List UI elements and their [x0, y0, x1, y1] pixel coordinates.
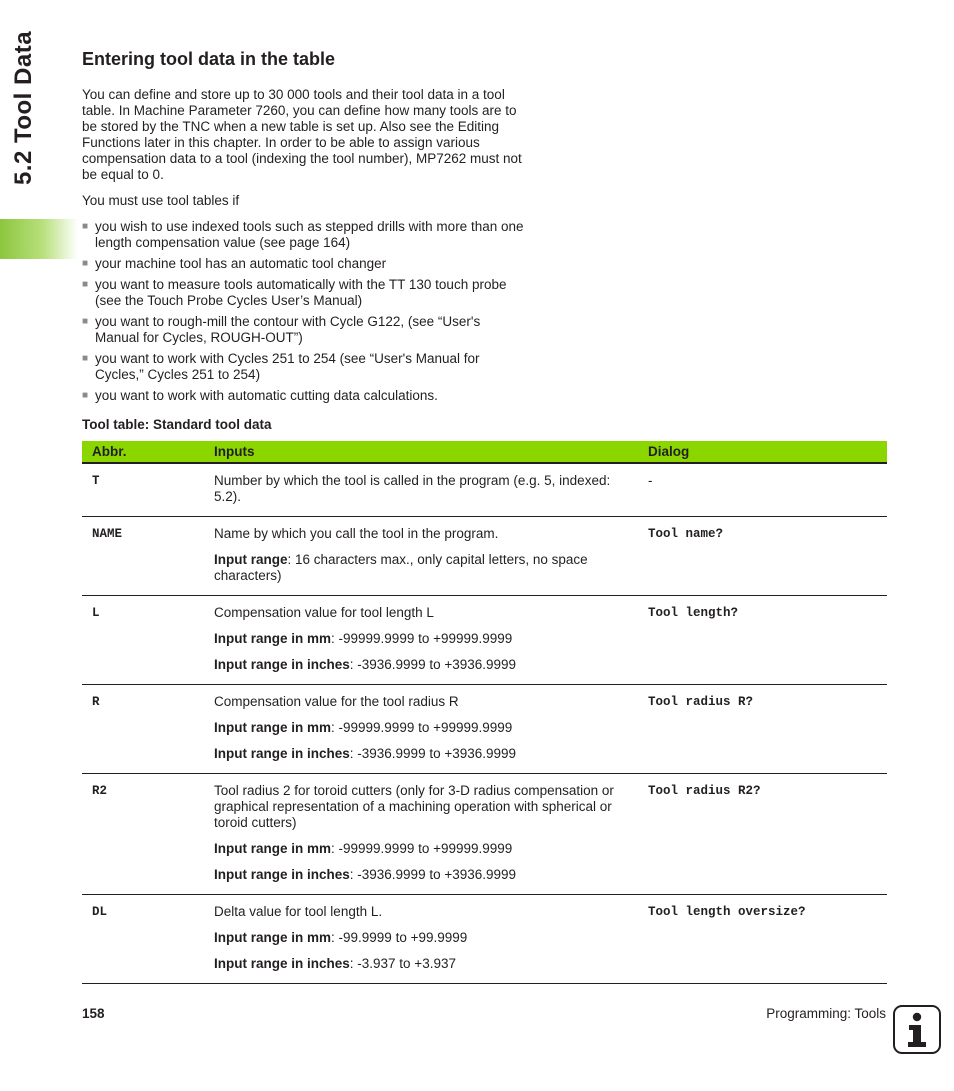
description-text: Delta value for tool length L.	[214, 904, 383, 919]
list-item: ■ you wish to use indexed tools such as stepped drills with more than one length compensation value (see page 164)	[82, 219, 524, 250]
square-bullet-icon: ■	[82, 279, 89, 290]
range-value: : -3.937 to +3.937	[349, 956, 456, 971]
list-item: ■ you want to rough-mill the contour with Cycle G122, (see “User's Manual for Cycles, ROUGH-OUT”)	[82, 314, 481, 345]
range-label: Input range in mm	[214, 720, 332, 735]
list-item: ■ you want to measure tools automatically with the TT 130 touch probe (see the Touch Probe Cycles User’s Manual)	[82, 277, 507, 308]
input-range-inches	[214, 956, 638, 972]
abbr-cell: NAME	[82, 517, 204, 596]
abbr-cell: DL	[82, 895, 204, 984]
info-glyph	[902, 1011, 932, 1049]
dialog-cell: Tool radius R2?	[638, 774, 887, 895]
table-row	[82, 463, 887, 517]
range-label: Input range	[214, 552, 288, 567]
chapter-side-title	[0, 0, 48, 215]
dialog-cell: -	[638, 463, 887, 517]
abbr-cell: L	[82, 596, 204, 685]
range-label: Input range in inches	[214, 956, 350, 971]
section-heading: Entering tool data in the table	[82, 49, 336, 69]
dialog-cell: Tool name?	[638, 517, 887, 596]
description-text: Tool radius 2 for toroid cutters (only for 3-D radius compensation or graphical representation of a machining operation with spherical or toroid cutters)	[214, 783, 614, 830]
inputs-cell	[204, 596, 638, 685]
input-range-inches	[214, 746, 638, 762]
input-range-mm	[214, 841, 638, 857]
range-value: : -3936.9999 to +3936.9999	[349, 867, 517, 882]
table-row	[82, 596, 887, 685]
table-row	[82, 685, 887, 774]
range-value: : -3936.9999 to +3936.9999	[349, 746, 517, 761]
input-range-mm	[214, 930, 638, 946]
table-row	[82, 895, 887, 984]
range-label: Input range in mm	[214, 841, 332, 856]
square-bullet-icon: ■	[82, 353, 89, 364]
dialog-cell: Tool length oversize?	[638, 895, 887, 984]
dialog-cell: Tool radius R?	[638, 685, 887, 774]
range-value: : 16 characters max., only capital letters, no space characters)	[214, 552, 588, 583]
chapter-side-title-text: 5.2 Tool Data	[10, 30, 37, 185]
intro-paragraph: You can define and store up to 30 000 tools and their tool data in a tool table. In Machine Parameter 7260, you can define how many tools are to be stored by the TNC when a new table is set up. Also see the Editing Functions later in this chapter. In order to be able to assign various compensation data to a tool (indexing the tool number), MP7262 must not be equal to 0.	[82, 87, 522, 182]
description-text: Name by which you call the tool in the program.	[214, 526, 499, 541]
range-value: : -99999.9999 to +99999.9999	[331, 841, 513, 856]
abbr-cell: R	[82, 685, 204, 774]
header-abbr: Abbr.	[82, 441, 204, 463]
input-range-inches	[214, 657, 638, 673]
range-value: : -3936.9999 to +3936.9999	[349, 657, 517, 672]
inputs-cell	[204, 685, 638, 774]
requirement-list	[82, 219, 527, 409]
range-label: Input range in mm	[214, 930, 332, 945]
description-text: Compensation value for the tool radius R	[214, 694, 459, 709]
abbr-cell: R2	[82, 774, 204, 895]
dialog-cell: Tool length?	[638, 596, 887, 685]
header-inputs: Inputs	[204, 441, 638, 463]
square-bullet-icon: ■	[82, 221, 89, 232]
input-range-text	[214, 552, 638, 584]
range-label: Input range in mm	[214, 631, 332, 646]
description-text: Number by which the tool is called in the program (e.g. 5, indexed: 5.2).	[214, 473, 611, 504]
list-item: ■ you want to work with Cycles 251 to 254 (see “User's Manual for Cycles,” Cycles 251 to 254)	[82, 351, 480, 382]
info-icon	[893, 1005, 941, 1054]
page-number: 158	[82, 1006, 105, 1021]
range-label: Input range in inches	[214, 657, 350, 672]
chapter-marker-bar	[0, 219, 78, 259]
input-range-mm	[214, 720, 638, 736]
inputs-cell	[204, 774, 638, 895]
table-header-row	[82, 441, 887, 463]
range-label: Input range in inches	[214, 867, 350, 882]
input-range-inches	[214, 867, 638, 883]
table-caption: Tool table: Standard tool data	[82, 417, 272, 432]
tool-data-table	[82, 441, 887, 984]
range-value: : -99999.9999 to +99999.9999	[331, 631, 513, 646]
header-dialog: Dialog	[638, 441, 887, 463]
description-text: Compensation value for tool length L	[214, 605, 434, 620]
inputs-cell	[204, 463, 638, 517]
square-bullet-icon: ■	[82, 316, 89, 327]
inputs-cell	[204, 895, 638, 984]
must-use-text: You must use tool tables if	[82, 193, 240, 208]
inputs-cell	[204, 517, 638, 596]
footer-chapter-label: Programming: Tools	[766, 1006, 886, 1021]
list-item: ■ your machine tool has an automatic tool changer	[82, 256, 387, 271]
range-label: Input range in inches	[214, 746, 350, 761]
table-row	[82, 774, 887, 895]
square-bullet-icon: ■	[82, 390, 89, 401]
list-item: ■ you want to work with automatic cutting data calculations.	[82, 388, 438, 403]
table-row	[82, 517, 887, 596]
range-value: : -99.9999 to +99.9999	[331, 930, 468, 945]
square-bullet-icon: ■	[82, 258, 89, 269]
abbr-cell: T	[82, 463, 204, 517]
range-value: : -99999.9999 to +99999.9999	[331, 720, 513, 735]
input-range-mm	[214, 631, 638, 647]
